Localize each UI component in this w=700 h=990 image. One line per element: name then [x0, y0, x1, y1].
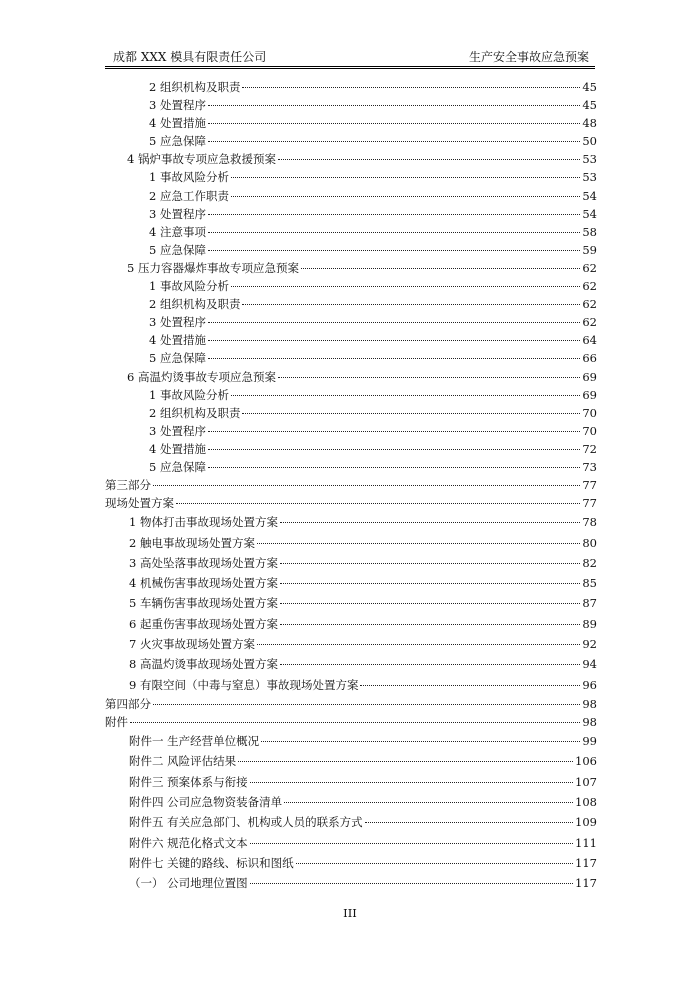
toc-entry[interactable] — [105, 368, 597, 386]
toc-entry-title: 3 处置程序 — [149, 206, 206, 221]
toc-entry-title: 4 处置措施 — [149, 441, 206, 456]
toc-entry-page: 92 — [582, 637, 597, 652]
toc-dot-leader — [365, 822, 573, 823]
toc-entry[interactable] — [105, 295, 597, 313]
toc-entry-title: 附件三 预案体系与衔接 — [129, 774, 248, 789]
toc-entry-title: 3 处置程序 — [149, 98, 206, 113]
toc-dot-leader — [208, 449, 580, 450]
toc-entry[interactable] — [105, 713, 597, 731]
toc-dot-leader — [231, 177, 580, 178]
toc-entry-page: 45 — [582, 98, 597, 113]
toc-entry-title: 6 起重伤害事故现场处置方案 — [129, 616, 278, 631]
toc-entry-page: 53 — [582, 170, 597, 185]
toc-dot-leader — [257, 644, 580, 645]
toc-entry-title: 附件七 关键的路线、标识和图纸 — [129, 855, 294, 870]
toc-dot-leader — [280, 583, 580, 584]
toc-dot-leader — [250, 843, 573, 844]
toc-entry-title: 1 事故风险分析 — [149, 387, 229, 402]
toc-entry-title: 5 压力容器爆炸事故专项应急预案 — [127, 260, 299, 275]
toc-entry-page: 62 — [582, 260, 597, 275]
toc-dot-leader — [242, 87, 580, 88]
toc-entry-title: 现场处置方案 — [105, 496, 174, 511]
toc-entry-page: 87 — [582, 596, 597, 611]
toc-entry-page: 89 — [582, 616, 597, 631]
toc-entry-title: 附件四 公司应急物资装备清单 — [129, 795, 283, 809]
toc-dot-leader — [231, 395, 580, 396]
toc-entry[interactable] — [105, 772, 597, 792]
toc-entry-title: 6 高温灼烫事故专项应急预案 — [127, 369, 276, 384]
toc-entry[interactable] — [105, 277, 597, 295]
toc-entry[interactable] — [105, 675, 597, 695]
toc-entry[interactable] — [105, 114, 597, 132]
toc-entry[interactable] — [105, 695, 597, 713]
toc-dot-leader — [261, 741, 580, 742]
toc-entry[interactable] — [105, 614, 597, 634]
toc-entry-page: 64 — [582, 333, 597, 348]
toc-entry-page: 72 — [582, 441, 597, 456]
toc-entry[interactable] — [105, 205, 597, 223]
toc-entry[interactable] — [105, 812, 597, 832]
toc-entry[interactable] — [105, 792, 597, 812]
toc-dot-leader — [208, 322, 580, 323]
toc-entry-title: 4 处置措施 — [149, 333, 206, 348]
toc-entry-title: 7 火灾事故现场处置方案 — [129, 637, 255, 652]
toc-entry[interactable] — [105, 422, 597, 440]
toc-entry-title: 4 机械伤害事故现场处置方案 — [129, 576, 278, 591]
toc-dot-leader — [153, 704, 580, 705]
toc-entry[interactable] — [105, 132, 597, 150]
toc-entry-page: 77 — [582, 496, 597, 511]
toc-entry-title: 附件 — [105, 715, 128, 730]
toc-dot-leader — [280, 603, 580, 604]
toc-entry-page: 59 — [582, 242, 597, 257]
header-doc-title: 生产安全事故应急预案 — [468, 50, 589, 64]
toc-entry-title: （一） 公司地理位置图 — [129, 876, 248, 891]
toc-dot-leader — [208, 431, 580, 432]
toc-dot-leader — [208, 141, 580, 142]
header-rule-bottom — [105, 68, 595, 69]
toc-entry[interactable] — [105, 404, 597, 422]
toc-entry-title: 3 高处坠落事故现场处置方案 — [129, 555, 278, 570]
toc-entry[interactable] — [105, 654, 597, 674]
toc-entry-page: 98 — [582, 715, 597, 730]
toc-entry[interactable] — [105, 853, 597, 873]
toc-entry-title: 2 组织机构及职责 — [149, 405, 241, 420]
toc-dot-leader — [280, 624, 580, 625]
toc-entry-title: 第三部分 — [105, 478, 151, 493]
toc-entry-title: 3 处置程序 — [149, 315, 206, 330]
toc-entry-title: 2 触电事故现场处置方案 — [129, 535, 255, 550]
toc-dot-leader — [280, 664, 580, 665]
toc-entry-page: 70 — [582, 423, 597, 438]
toc-entry-title: 2 组织机构及职责 — [149, 80, 241, 94]
table-of-contents — [105, 78, 597, 893]
toc-entry[interactable] — [105, 833, 597, 853]
toc-dot-leader — [208, 123, 580, 124]
toc-entry-page: 117 — [575, 876, 597, 891]
toc-entry-page: 80 — [582, 535, 597, 550]
toc-entry[interactable] — [105, 96, 597, 114]
toc-entry-title: 9 有限空间（中毒与窒息）事故现场处置方案 — [129, 677, 359, 692]
toc-dot-leader — [208, 358, 580, 359]
toc-entry[interactable] — [105, 241, 597, 259]
toc-entry[interactable] — [105, 78, 597, 96]
toc-dot-leader — [208, 232, 580, 233]
toc-dot-leader — [280, 522, 580, 523]
toc-entry[interactable] — [105, 751, 597, 771]
toc-entry-page: 53 — [582, 152, 597, 167]
toc-dot-leader — [360, 685, 580, 686]
toc-dot-leader — [278, 159, 580, 160]
toc-dot-leader — [153, 485, 580, 486]
toc-dot-leader — [231, 196, 580, 197]
toc-dot-leader — [242, 413, 580, 414]
toc-dot-leader — [130, 722, 580, 723]
toc-entry-page: 77 — [582, 478, 597, 493]
toc-dot-leader — [278, 377, 580, 378]
toc-entry[interactable] — [105, 313, 597, 331]
toc-entry-title: 4 处置措施 — [149, 116, 206, 131]
header-rule-top — [105, 66, 595, 67]
toc-entry[interactable] — [105, 440, 597, 458]
toc-entry-page: 106 — [575, 754, 597, 769]
toc-entry-title: 4 注意事项 — [149, 224, 206, 239]
toc-entry-title: 5 车辆伤害事故现场处置方案 — [129, 596, 278, 611]
toc-entry-page: 62 — [582, 297, 597, 312]
toc-entry-title: 附件六 规范化格式文本 — [129, 835, 248, 850]
page-number: III — [343, 906, 357, 920]
toc-dot-leader — [301, 268, 580, 269]
toc-entry[interactable] — [105, 533, 597, 553]
toc-entry[interactable] — [105, 223, 597, 241]
toc-dot-leader — [238, 761, 573, 762]
toc-dot-leader — [208, 340, 580, 341]
toc-entry-page: 54 — [582, 206, 597, 221]
toc-entry[interactable] — [105, 731, 597, 751]
toc-entry-page: 107 — [575, 774, 597, 789]
toc-entry-page: 94 — [582, 657, 597, 672]
toc-entry-page: 50 — [582, 134, 597, 149]
toc-entry-title: 5 应急保障 — [149, 242, 206, 257]
toc-entry-title: 2 组织机构及职责 — [149, 297, 241, 312]
toc-entry-page: 69 — [582, 369, 597, 384]
toc-entry[interactable] — [105, 331, 597, 349]
toc-entry-title: 1 事故风险分析 — [149, 279, 229, 294]
toc-entry[interactable] — [105, 476, 597, 494]
toc-entry-page: 78 — [582, 515, 597, 530]
toc-entry-page: 111 — [575, 835, 597, 850]
toc-entry-title: 附件一 生产经营单位概况 — [129, 734, 260, 749]
toc-entry-title: 1 物体打击事故现场处置方案 — [129, 515, 278, 530]
toc-dot-leader — [208, 105, 580, 106]
toc-entry[interactable] — [105, 259, 597, 277]
toc-entry[interactable] — [105, 150, 597, 168]
toc-dot-leader — [208, 467, 580, 468]
toc-entry-page: 66 — [582, 351, 597, 366]
toc-entry[interactable] — [105, 494, 597, 512]
toc-dot-leader — [296, 863, 573, 864]
toc-entry[interactable] — [105, 458, 597, 476]
toc-entry-page: 45 — [582, 80, 597, 94]
toc-entry-page: 69 — [582, 387, 597, 402]
toc-entry-title: 5 应急保障 — [149, 459, 206, 474]
toc-entry[interactable] — [105, 593, 597, 613]
toc-entry[interactable] — [105, 553, 597, 573]
page-header — [105, 48, 595, 66]
toc-entry-title: 5 应急保障 — [149, 134, 206, 149]
toc-entry-page: 70 — [582, 405, 597, 420]
toc-entry-title: 3 处置程序 — [149, 423, 206, 438]
toc-entry[interactable] — [105, 873, 597, 893]
toc-entry[interactable] — [105, 187, 597, 205]
toc-entry-page: 82 — [582, 555, 597, 570]
toc-entry-page: 62 — [582, 315, 597, 330]
toc-entry-page: 48 — [582, 116, 597, 131]
toc-dot-leader — [284, 802, 573, 803]
toc-entry[interactable] — [105, 634, 597, 654]
toc-entry-page: 58 — [582, 224, 597, 239]
toc-entry-page: 54 — [582, 188, 597, 203]
toc-entry-page: 108 — [575, 795, 597, 809]
toc-dot-leader — [280, 563, 580, 564]
toc-entry-page: 98 — [582, 696, 597, 711]
toc-entry-page: 99 — [582, 734, 597, 749]
toc-entry-title: 附件二 风险评估结果 — [129, 754, 237, 769]
toc-entry[interactable] — [105, 349, 597, 367]
toc-entry[interactable] — [105, 386, 597, 404]
toc-entry-page: 109 — [575, 815, 597, 830]
toc-entry[interactable] — [105, 512, 597, 532]
toc-dot-leader — [257, 543, 580, 544]
toc-entry-title: 4 锅炉事故专项应急救援预案 — [127, 152, 276, 167]
toc-dot-leader — [208, 214, 580, 215]
toc-dot-leader — [231, 286, 580, 287]
toc-dot-leader — [250, 782, 573, 783]
toc-entry-title: 2 应急工作职责 — [149, 188, 229, 203]
toc-entry-page: 62 — [582, 279, 597, 294]
toc-dot-leader — [242, 304, 580, 305]
toc-entry-title: 8 高温灼烫事故现场处置方案 — [129, 657, 278, 672]
toc-entry-title: 附件五 有关应急部门、机构或人员的联系方式 — [129, 815, 363, 830]
toc-entry-title: 第四部分 — [105, 696, 151, 711]
toc-entry-page: 73 — [582, 459, 597, 474]
toc-entry-page: 117 — [575, 855, 597, 870]
toc-entry[interactable] — [105, 168, 597, 186]
toc-entry-title: 5 应急保障 — [149, 351, 206, 366]
toc-dot-leader — [208, 250, 580, 251]
toc-dot-leader — [176, 503, 580, 504]
toc-entry-page: 96 — [582, 677, 597, 692]
header-company: 成都 XXX 模具有限责任公司 — [113, 50, 267, 64]
toc-entry[interactable] — [105, 573, 597, 593]
toc-entry-title: 1 事故风险分析 — [149, 170, 229, 185]
toc-entry-page: 85 — [582, 576, 597, 591]
toc-dot-leader — [250, 883, 573, 884]
